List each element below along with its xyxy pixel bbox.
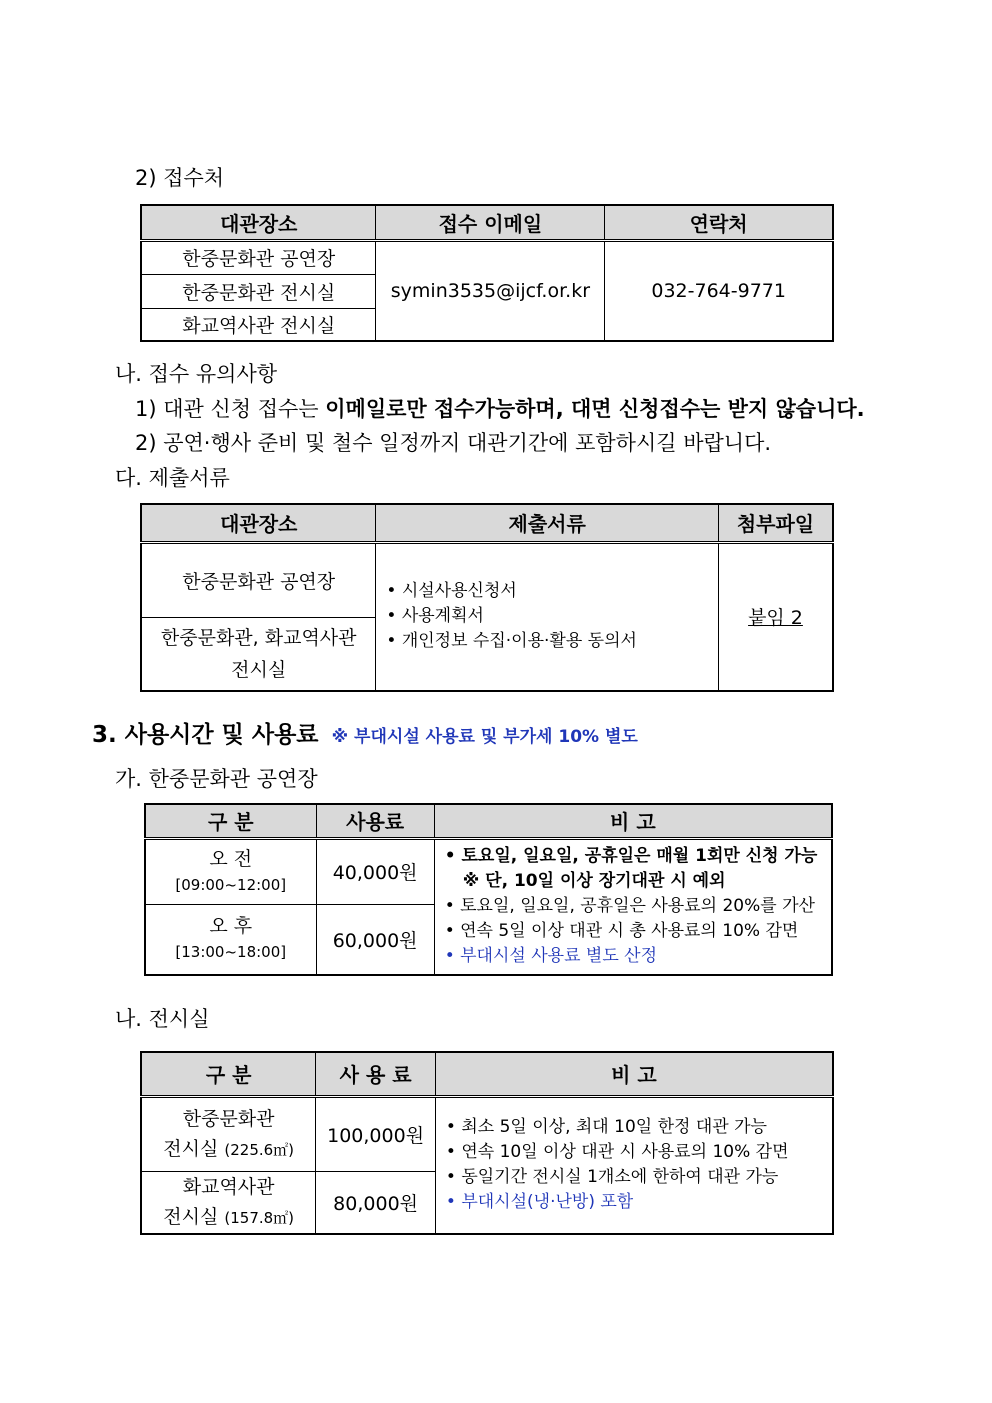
section-3-note: ※ 부대시설 사용료 및 부가세 10% 별도 xyxy=(331,727,638,747)
hall-afternoon-cell xyxy=(145,904,316,975)
docs-heading: 다. 제출서류 xyxy=(115,466,230,490)
hall-afternoon-fee: 60,000원 xyxy=(316,904,434,975)
exhibit-remarks-list xyxy=(436,1115,832,1215)
hall-header-category: 구 분 xyxy=(145,804,316,838)
exhibit-row1-name: 한중문화관 xyxy=(182,1107,275,1130)
list-item: • 최소 5일 이상, 최대 10일 한정 대관 가능 xyxy=(445,1117,767,1137)
list-item: • 동일기간 전시실 1개소에 한하여 대관 가능 xyxy=(445,1167,779,1187)
docs-venue-hall: 한중문화관 공연장 xyxy=(141,542,376,617)
list-item: • 토요일, 일요일, 공휴일은 사용료의 20%를 가산 xyxy=(444,896,815,917)
docs-venue-exhibit-line1: 한중문화관, 화교역사관 xyxy=(160,626,357,649)
docs-list xyxy=(376,579,718,654)
list-item: ※ 단, 10일 이상 장기대관 시 예외 xyxy=(462,871,726,892)
reception-phone: 032-764-9771 xyxy=(605,240,833,341)
hall-remarks-list xyxy=(435,844,831,969)
hall-morning-fee: 40,000원 xyxy=(316,838,434,904)
list-item: • 연속 10일 이상 대관 시 사용료의 10% 감면 xyxy=(445,1142,789,1162)
reception-venue: 한중문화관 공연장 xyxy=(141,240,376,274)
notes-heading: 나. 접수 유의사항 xyxy=(115,362,278,386)
list-item: • 개인정보 수집·이용·활용 동의서 xyxy=(386,631,637,652)
docs-header-attachment: 첨부파일 xyxy=(718,504,833,542)
exhibit-row2-name: 화교역사관 xyxy=(182,1175,275,1198)
exhibit-fee-table xyxy=(140,1051,834,1235)
list-item: • 사용계획서 xyxy=(386,606,484,627)
exhibit-row2-room-line xyxy=(142,1202,315,1233)
hall-afternoon-label: 오 후 xyxy=(209,915,253,938)
hall-header-remarks: 비 고 xyxy=(434,804,832,838)
docs-attachment-cell xyxy=(718,542,833,691)
exhibit-row1-room: 전시실 xyxy=(163,1137,219,1160)
notes-item-1-emphasis: 이메일로만 접수가능하며, 대면 신청접수는 받지 않습니다. xyxy=(325,397,865,421)
reception-header-contact: 연락처 xyxy=(605,205,833,240)
reception-email: symin3535@ijcf.or.kr xyxy=(376,240,605,341)
hall-afternoon-time: [13:00~18:00] xyxy=(175,943,287,962)
exhibit-row1-room-line xyxy=(142,1134,315,1165)
reception-header-email: 접수 이메일 xyxy=(376,205,605,240)
exhibit-row1-fee: 100,000원 xyxy=(316,1096,436,1171)
hall-remarks-cell xyxy=(434,838,832,975)
docs-table xyxy=(140,503,834,692)
docs-venue-exhibit-line2: 전시실 xyxy=(231,658,287,681)
attachment-link[interactable]: 붙임 2 xyxy=(748,607,803,630)
exhibit-row2-area: (157.8㎡) xyxy=(224,1208,295,1227)
exhibit-remarks-cell xyxy=(435,1096,833,1234)
hall-morning-time: [09:00~12:00] xyxy=(175,875,287,894)
exhibit-header-remarks: 비 고 xyxy=(435,1052,833,1096)
list-item: • 부대시설(냉·난방) 포함 xyxy=(445,1192,634,1212)
hall-heading: 가. 한중문화관 공연장 xyxy=(115,767,318,791)
section-3-title: 3. 사용시간 및 사용료 xyxy=(92,722,319,748)
hall-morning-cell xyxy=(145,838,316,904)
reception-venue: 화교역사관 전시실 xyxy=(141,308,376,341)
exhibit-header-fee: 사 용 료 xyxy=(316,1052,436,1096)
reception-heading: 2) 접수처 xyxy=(135,166,225,190)
exhibit-row2-fee: 80,000원 xyxy=(316,1171,436,1234)
reception-venue: 한중문화관 전시실 xyxy=(141,274,376,308)
section-3-title-row xyxy=(92,716,638,749)
exhibit-row2-room: 전시실 xyxy=(163,1205,219,1228)
exhibit-row1-area: (225.6㎡) xyxy=(224,1140,295,1159)
reception-table xyxy=(140,204,834,342)
docs-header-documents: 제출서류 xyxy=(376,504,719,542)
docs-header-venue: 대관장소 xyxy=(141,504,376,542)
reception-header-venue: 대관장소 xyxy=(141,205,376,240)
list-item: • 연속 5일 이상 대관 시 총 사용료의 10% 감면 xyxy=(444,921,799,942)
exhibit-heading: 나. 전시실 xyxy=(115,1007,210,1031)
notes-item-2: 2) 공연·행사 준비 및 철수 일정까지 대관기간에 포함하시길 바랍니다. xyxy=(135,431,772,455)
hall-header-fee: 사용료 xyxy=(316,804,434,838)
list-item: • 부대시설 사용료 별도 산정 xyxy=(444,946,657,967)
docs-list-cell xyxy=(376,542,719,691)
hall-fee-table xyxy=(144,803,833,976)
exhibit-header-category: 구 분 xyxy=(141,1052,316,1096)
notes-item-1-prefix: 1) 대관 신청 접수는 xyxy=(135,397,326,421)
notes-item-1 xyxy=(135,393,865,423)
docs-venue-exhibit xyxy=(141,617,376,691)
exhibit-row2-cell xyxy=(141,1171,316,1234)
list-item: • 토요일, 일요일, 공휴일은 매월 1회만 신청 가능 xyxy=(444,846,818,867)
exhibit-row1-cell xyxy=(141,1096,316,1171)
list-item: • 시설사용신청서 xyxy=(386,581,517,602)
hall-morning-label: 오 전 xyxy=(209,847,253,870)
